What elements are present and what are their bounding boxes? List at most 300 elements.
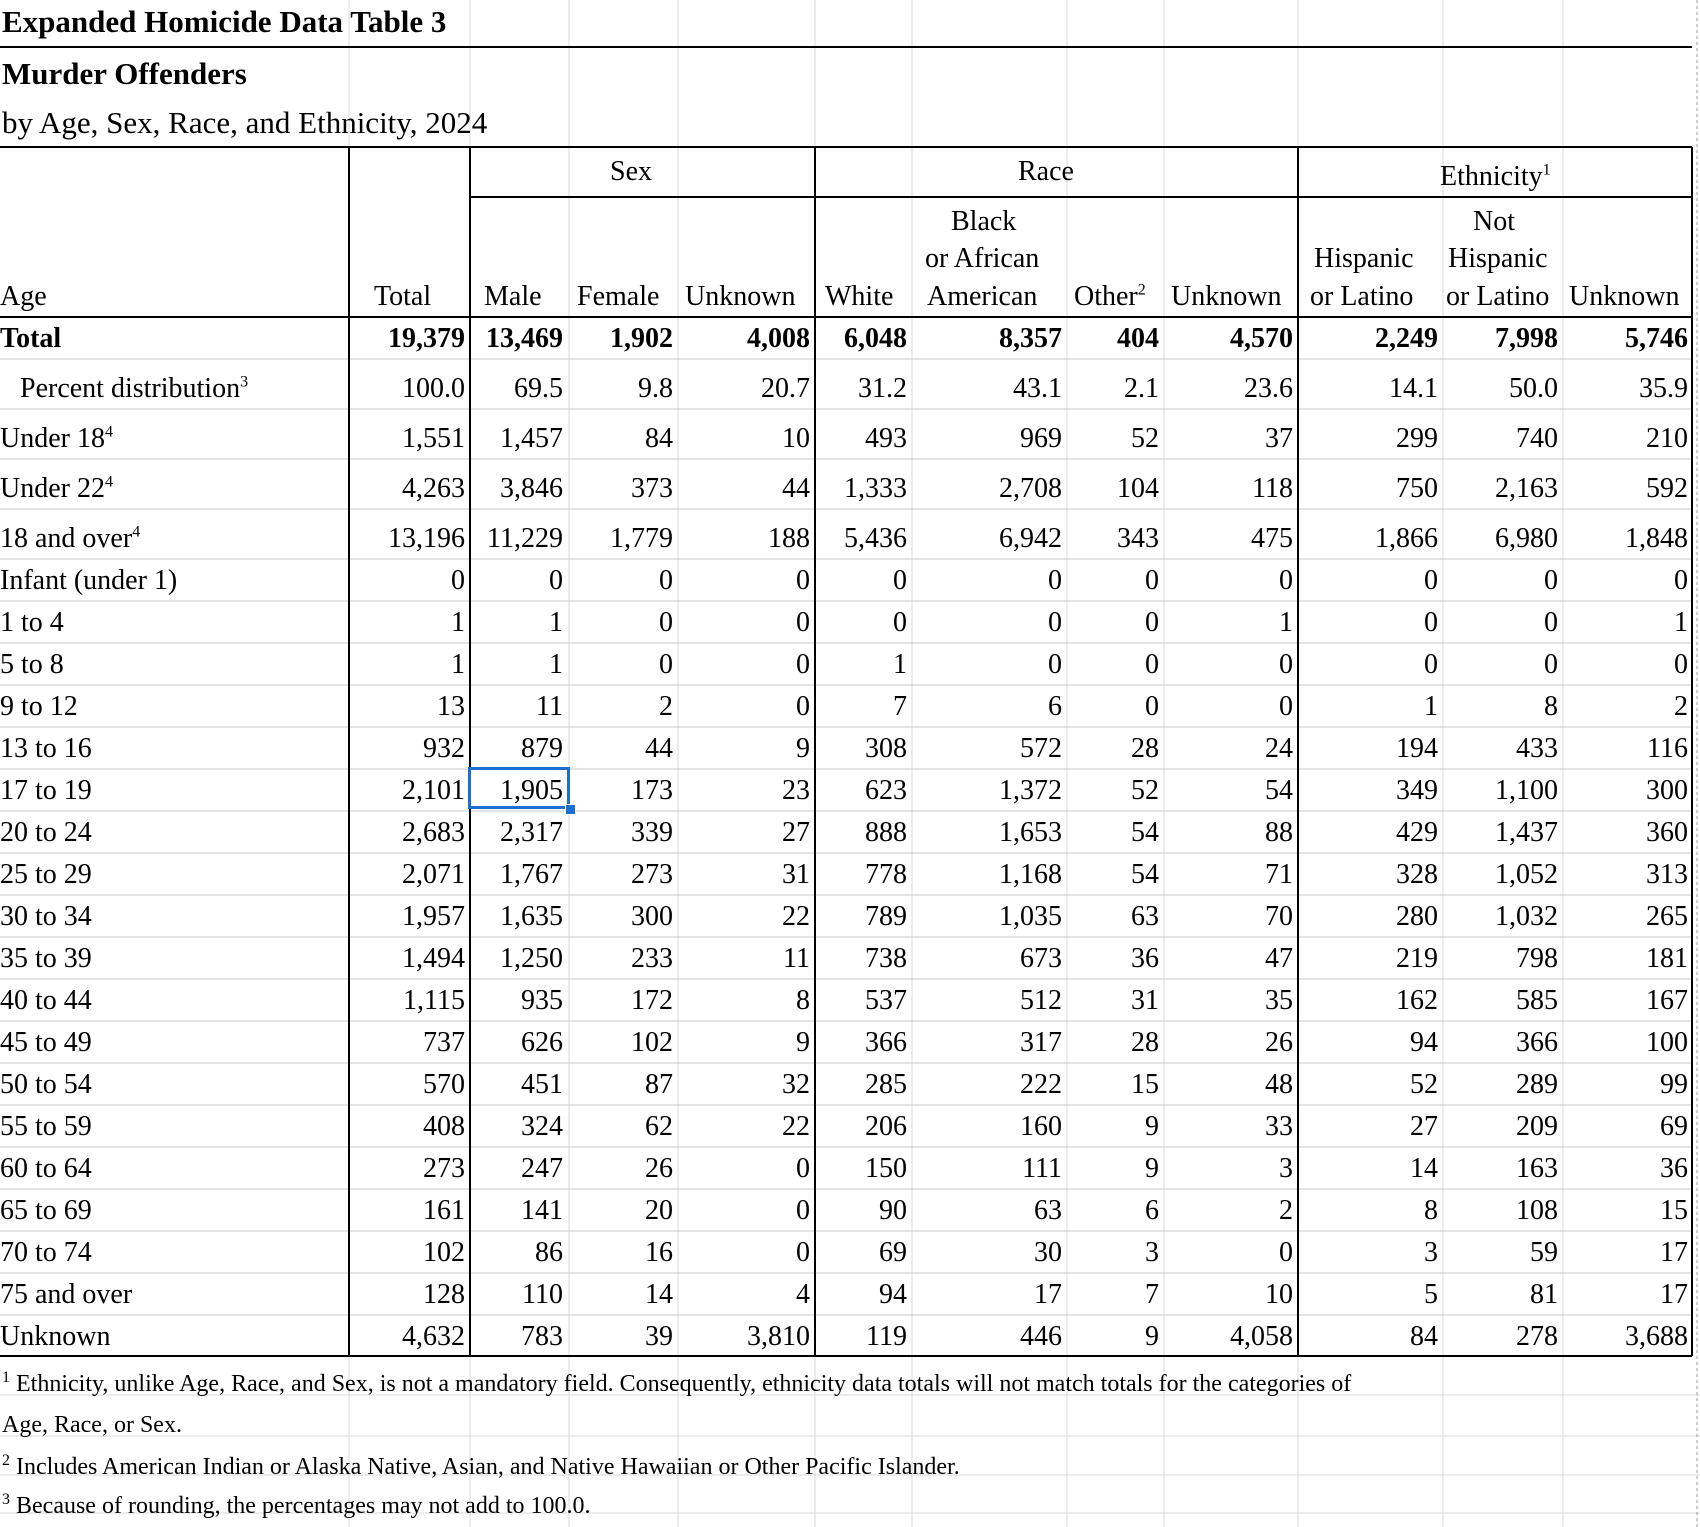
cell-sex-unknown[interactable]: 9	[796, 1027, 810, 1058]
cell-race-unknown[interactable]: 1	[1279, 607, 1293, 638]
cell-race-unknown[interactable]: 0	[1279, 649, 1293, 680]
cell-not-hispanic[interactable]: 209	[1516, 1111, 1558, 1142]
cell-other[interactable]: 0	[1145, 649, 1159, 680]
cell-white[interactable]: 789	[865, 901, 907, 932]
cell-other[interactable]: 9	[1145, 1321, 1159, 1352]
cell-female[interactable]: 1,902	[610, 323, 673, 354]
cell-female[interactable]: 84	[645, 423, 673, 454]
cell-hispanic[interactable]: 349	[1396, 775, 1438, 806]
cell-sex-unknown[interactable]: 22	[782, 1111, 810, 1142]
cell-race-unknown[interactable]: 23.6	[1244, 373, 1293, 404]
cell-male[interactable]: 1,457	[500, 423, 563, 454]
cell-black[interactable]: 1,168	[999, 859, 1062, 890]
cell-black[interactable]: 673	[1020, 943, 1062, 974]
cell-white[interactable]: 1	[893, 649, 907, 680]
cell-black[interactable]: 111	[1022, 1153, 1062, 1184]
cell-not-hispanic[interactable]: 289	[1516, 1069, 1558, 1100]
cell-white[interactable]: 623	[865, 775, 907, 806]
cell-hispanic[interactable]: 52	[1410, 1069, 1438, 1100]
cell-not-hispanic[interactable]: 1,032	[1495, 901, 1558, 932]
cell-race-unknown[interactable]: 4,570	[1230, 323, 1293, 354]
cell-sex-unknown[interactable]: 44	[782, 473, 810, 504]
cell-ethnicity-unknown[interactable]: 1	[1674, 607, 1688, 638]
cell-black[interactable]: 572	[1020, 733, 1062, 764]
cell-black[interactable]: 1,653	[999, 817, 1062, 848]
cell-ethnicity-unknown[interactable]: 17	[1660, 1279, 1688, 1310]
col-header-not-hispanic-l1: Not	[1473, 206, 1515, 237]
cell-not-hispanic[interactable]: 798	[1516, 943, 1558, 974]
row-label[interactable]: 45 to 49	[0, 1027, 92, 1058]
cell-hispanic[interactable]: 0	[1424, 649, 1438, 680]
cell-hispanic[interactable]: 3	[1424, 1237, 1438, 1268]
cell-white[interactable]: 0	[893, 565, 907, 596]
row-label[interactable]: 60 to 64	[0, 1153, 92, 1184]
cell-other[interactable]: 54	[1131, 817, 1159, 848]
cell-female[interactable]: 1,779	[610, 523, 673, 554]
cell-not-hispanic[interactable]: 1,100	[1495, 775, 1558, 806]
cell-female[interactable]: 373	[631, 473, 673, 504]
cell-male[interactable]: 1,767	[500, 859, 563, 890]
cell-not-hispanic[interactable]: 0	[1544, 649, 1558, 680]
cell-black[interactable]: 0	[1048, 649, 1062, 680]
cell-not-hispanic[interactable]: 0	[1544, 565, 1558, 596]
cell-total[interactable]: 1,957	[402, 901, 465, 932]
cell-hispanic[interactable]: 280	[1396, 901, 1438, 932]
cell-black[interactable]: 2,708	[999, 473, 1062, 504]
cell-black[interactable]: 6,942	[999, 523, 1062, 554]
cell-male[interactable]: 451	[521, 1069, 563, 1100]
cell-race-unknown[interactable]: 71	[1265, 859, 1293, 890]
cell-not-hispanic[interactable]: 366	[1516, 1027, 1558, 1058]
cell-male[interactable]: 247	[521, 1153, 563, 1184]
row-label[interactable]: 18 and over$^4$	[0, 523, 141, 554]
cell-female[interactable]: 0	[659, 649, 673, 680]
cell-white[interactable]: 1,333	[844, 473, 907, 504]
cell-ethnicity-unknown[interactable]: 35.9	[1639, 373, 1688, 404]
cell-other[interactable]: 104	[1117, 473, 1159, 504]
cell-white[interactable]: 6,048	[844, 323, 907, 354]
cell-female[interactable]: 300	[631, 901, 673, 932]
cell-ethnicity-unknown[interactable]: 300	[1646, 775, 1688, 806]
cell-female[interactable]: 2	[659, 691, 673, 722]
cell-hispanic[interactable]: 27	[1410, 1111, 1438, 1142]
cell-sex-unknown[interactable]: 0	[796, 607, 810, 638]
cell-ethnicity-unknown[interactable]: 0	[1674, 649, 1688, 680]
cell-hispanic[interactable]: 328	[1396, 859, 1438, 890]
cell-ethnicity-unknown[interactable]: 36	[1660, 1153, 1688, 1184]
cell-hispanic[interactable]: 5	[1424, 1279, 1438, 1310]
cell-race-unknown[interactable]: 0	[1279, 691, 1293, 722]
cell-race-unknown[interactable]: 0	[1279, 565, 1293, 596]
row-label[interactable]: 25 to 29	[0, 859, 92, 890]
cell-ethnicity-unknown[interactable]: 360	[1646, 817, 1688, 848]
row-label[interactable]: 35 to 39	[0, 943, 92, 974]
cell-race-unknown[interactable]: 37	[1265, 423, 1293, 454]
cell-female[interactable]: 102	[631, 1027, 673, 1058]
cell-ethnicity-unknown[interactable]: 1,848	[1625, 523, 1688, 554]
row-label[interactable]: 40 to 44	[0, 985, 92, 1016]
cell-total[interactable]: 4,263	[402, 473, 465, 504]
cell-not-hispanic[interactable]: 0	[1544, 607, 1558, 638]
cell-black[interactable]: 30	[1034, 1237, 1062, 1268]
cell-total[interactable]: 2,101	[402, 775, 465, 806]
cell-ethnicity-unknown[interactable]: 181	[1646, 943, 1688, 974]
cell-total[interactable]: 0	[451, 565, 465, 596]
cell-other[interactable]: 9	[1145, 1111, 1159, 1142]
cell-black[interactable]: 8,357	[999, 323, 1062, 354]
row-label[interactable]: Under $22^4$	[0, 473, 113, 504]
table-subtitle-breakdown: by Age, Sex, Race, and Ethnicity, 2024	[2, 105, 488, 140]
row-label[interactable]: 13 to 16	[0, 733, 92, 764]
cell-ethnicity-unknown[interactable]: 116	[1647, 733, 1688, 764]
cell-other[interactable]: 52	[1131, 423, 1159, 454]
cell-ethnicity-unknown[interactable]: 313	[1646, 859, 1688, 890]
cell-race-unknown[interactable]: 48	[1265, 1069, 1293, 1100]
cell-hispanic[interactable]: 0	[1424, 565, 1438, 596]
cell-female[interactable]: 172	[631, 985, 673, 1016]
row-label[interactable]: 55 to 59	[0, 1111, 92, 1142]
cell-not-hispanic[interactable]: 8	[1544, 691, 1558, 722]
cell-race-unknown[interactable]: 33	[1265, 1111, 1293, 1142]
cell-ethnicity-unknown[interactable]: 167	[1646, 985, 1688, 1016]
cell-ethnicity-unknown[interactable]: 265	[1646, 901, 1688, 932]
cell-sex-unknown[interactable]: 11	[783, 943, 810, 974]
cell-sex-unknown[interactable]: 4,008	[747, 323, 810, 354]
row-label[interactable]: 1 to 4	[0, 607, 64, 638]
cell-female[interactable]: 87	[645, 1069, 673, 1100]
col-header-black-l1: Black	[951, 206, 1017, 237]
cell-race-unknown[interactable]: 0	[1279, 1237, 1293, 1268]
cell-white[interactable]: 150	[865, 1153, 907, 1184]
cell-not-hispanic[interactable]: 433	[1516, 733, 1558, 764]
selected-cell-outline[interactable]	[468, 767, 570, 809]
cell-other[interactable]: 3	[1145, 1237, 1159, 1268]
cell-hispanic[interactable]: 14.1	[1389, 373, 1438, 404]
cell-ethnicity-unknown[interactable]: 592	[1646, 473, 1688, 504]
cell-sex-unknown[interactable]: 27	[782, 817, 810, 848]
cell-hispanic[interactable]: 1	[1424, 691, 1438, 722]
cell-race-unknown[interactable]: 10	[1265, 1279, 1293, 1310]
cell-not-hispanic[interactable]: 59	[1530, 1237, 1558, 1268]
cell-total[interactable]: 737	[423, 1027, 465, 1058]
cell-sex-unknown[interactable]: 0	[796, 691, 810, 722]
cell-race-unknown[interactable]: 4,058	[1230, 1321, 1293, 1352]
cell-black[interactable]: 446	[1020, 1321, 1062, 1352]
cell-female[interactable]: 20	[645, 1195, 673, 1226]
cell-total[interactable]: 1	[451, 607, 465, 638]
cell-sex-unknown[interactable]: 0	[796, 565, 810, 596]
cell-male[interactable]: 13,469	[486, 323, 563, 354]
cell-ethnicity-unknown[interactable]: 210	[1646, 423, 1688, 454]
cell-white[interactable]: 206	[865, 1111, 907, 1142]
cell-not-hispanic[interactable]: 1,052	[1495, 859, 1558, 890]
cell-other[interactable]: 0	[1145, 691, 1159, 722]
cell-sex-unknown[interactable]: 32	[782, 1069, 810, 1100]
cell-total[interactable]: 570	[423, 1069, 465, 1100]
cell-white[interactable]: 94	[879, 1279, 907, 1310]
cell-other[interactable]: 54	[1131, 859, 1159, 890]
cell-race-unknown[interactable]: 70	[1265, 901, 1293, 932]
cell-sex-unknown[interactable]: 0	[796, 1237, 810, 1268]
cell-male[interactable]: 1,905	[500, 775, 563, 806]
cell-ethnicity-unknown[interactable]: 69	[1660, 1111, 1688, 1142]
cell-sex-unknown[interactable]: 20.7	[761, 373, 810, 404]
cell-female[interactable]: 173	[631, 775, 673, 806]
cell-female[interactable]: 9.8	[638, 373, 673, 404]
cell-female[interactable]: 26	[645, 1153, 673, 1184]
row-label[interactable]: Infant (under 1)	[0, 565, 178, 596]
cell-female[interactable]: 0	[659, 565, 673, 596]
cell-hispanic[interactable]: 14	[1410, 1153, 1438, 1184]
cell-race-unknown[interactable]: 24	[1265, 733, 1293, 764]
cell-total[interactable]: 19,379	[388, 323, 465, 354]
cell-not-hispanic[interactable]: 50.0	[1509, 373, 1558, 404]
cell-total[interactable]: 1,115	[403, 985, 465, 1016]
cell-hispanic[interactable]: 299	[1396, 423, 1438, 454]
cell-male[interactable]: 1,250	[500, 943, 563, 974]
cell-white[interactable]: 493	[865, 423, 907, 454]
cell-female[interactable]: 44	[645, 733, 673, 764]
cell-other[interactable]: 9	[1145, 1153, 1159, 1184]
cell-black[interactable]: 0	[1048, 607, 1062, 638]
cell-total[interactable]: 2,071	[402, 859, 465, 890]
cell-not-hispanic[interactable]: 585	[1516, 985, 1558, 1016]
cell-male[interactable]: 11	[536, 691, 563, 722]
cell-male[interactable]: 1,635	[500, 901, 563, 932]
cell-male[interactable]: 2,317	[500, 817, 563, 848]
cell-sex-unknown[interactable]: 8	[796, 985, 810, 1016]
cell-not-hispanic[interactable]: 7,998	[1495, 323, 1558, 354]
row-label[interactable]: 50 to 54	[0, 1069, 92, 1100]
cell-not-hispanic[interactable]: 6,980	[1495, 523, 1558, 554]
cell-total[interactable]: 1,551	[402, 423, 465, 454]
cell-total[interactable]: 2,683	[402, 817, 465, 848]
cell-female[interactable]: 339	[631, 817, 673, 848]
cell-male[interactable]: 110	[522, 1279, 563, 1310]
cell-hispanic[interactable]: 0	[1424, 607, 1438, 638]
row-label[interactable]: 9 to 12	[0, 691, 78, 722]
row-label[interactable]: 20 to 24	[0, 817, 92, 848]
cell-total[interactable]: 408	[423, 1111, 465, 1142]
cell-not-hispanic[interactable]: 81	[1530, 1279, 1558, 1310]
cell-ethnicity-unknown[interactable]: 17	[1660, 1237, 1688, 1268]
cell-male[interactable]: 86	[535, 1237, 563, 1268]
cell-other[interactable]: 404	[1117, 323, 1159, 354]
cell-male[interactable]: 1	[549, 649, 563, 680]
cell-race-unknown[interactable]: 118	[1252, 473, 1293, 504]
row-label[interactable]: 17 to 19	[0, 775, 92, 806]
cell-black[interactable]: 17	[1034, 1279, 1062, 1310]
cell-black[interactable]: 317	[1020, 1027, 1062, 1058]
cell-other[interactable]: 36	[1131, 943, 1159, 974]
row-label[interactable]: Under $18^4$	[0, 423, 113, 454]
cell-male[interactable]: 879	[521, 733, 563, 764]
cell-race-unknown[interactable]: 88	[1265, 817, 1293, 848]
cell-ethnicity-unknown[interactable]: 5,746	[1625, 323, 1688, 354]
cell-female[interactable]: 0	[659, 607, 673, 638]
cell-ethnicity-unknown[interactable]: 99	[1660, 1069, 1688, 1100]
cell-ethnicity-unknown[interactable]: 2	[1674, 691, 1688, 722]
cell-ethnicity-unknown[interactable]: 15	[1660, 1195, 1688, 1226]
cell-white[interactable]: 738	[865, 943, 907, 974]
cell-female[interactable]: 16	[645, 1237, 673, 1268]
cell-female[interactable]: 233	[631, 943, 673, 974]
cell-sex-unknown[interactable]: 0	[796, 1153, 810, 1184]
cell-hispanic[interactable]: 429	[1396, 817, 1438, 848]
cell-white[interactable]: 31.2	[858, 373, 907, 404]
cell-ethnicity-unknown[interactable]: 3,688	[1625, 1321, 1688, 1352]
cell-other[interactable]: 52	[1131, 775, 1159, 806]
cell-other[interactable]: 28	[1131, 1027, 1159, 1058]
row-label[interactable]: 5 to 8	[0, 649, 64, 680]
cell-hispanic[interactable]: 194	[1396, 733, 1438, 764]
fill-handle[interactable]	[565, 804, 576, 815]
cell-sex-unknown[interactable]: 0	[796, 649, 810, 680]
row-label[interactable]: Percent distribution$^3$	[20, 373, 249, 404]
cell-white[interactable]: 366	[865, 1027, 907, 1058]
cell-sex-unknown[interactable]: 23	[782, 775, 810, 806]
cell-male[interactable]: 0	[549, 565, 563, 596]
cell-not-hispanic[interactable]: 1,437	[1495, 817, 1558, 848]
cell-black[interactable]: 222	[1020, 1069, 1062, 1100]
cell-white[interactable]: 7	[893, 691, 907, 722]
cell-race-unknown[interactable]: 35	[1265, 985, 1293, 1016]
cell-other[interactable]: 2.1	[1124, 373, 1159, 404]
cell-black[interactable]: 43.1	[1013, 373, 1062, 404]
cell-hispanic[interactable]: 8	[1424, 1195, 1438, 1226]
cell-female[interactable]: 62	[645, 1111, 673, 1142]
cell-other[interactable]: 0	[1145, 607, 1159, 638]
cell-total[interactable]: 4,632	[402, 1321, 465, 1352]
cell-race-unknown[interactable]: 47	[1265, 943, 1293, 974]
cell-male[interactable]: 935	[521, 985, 563, 1016]
row-label[interactable]: 65 to 69	[0, 1195, 92, 1226]
cell-total[interactable]: 161	[423, 1195, 465, 1226]
cell-other[interactable]: 31	[1131, 985, 1159, 1016]
cell-race-unknown[interactable]: 3	[1279, 1153, 1293, 1184]
cell-race-unknown[interactable]: 2	[1279, 1195, 1293, 1226]
col-header-ethnicity-unknown: Unknown	[1569, 281, 1680, 312]
row-label[interactable]: Total	[0, 323, 62, 354]
row-label[interactable]: 70 to 74	[0, 1237, 92, 1268]
cell-black[interactable]: 969	[1020, 423, 1062, 454]
cell-female[interactable]: 14	[645, 1279, 673, 1310]
cell-other[interactable]: 343	[1117, 523, 1159, 554]
cell-white[interactable]: 888	[865, 817, 907, 848]
cell-male[interactable]: 626	[521, 1027, 563, 1058]
cell-total[interactable]: 932	[423, 733, 465, 764]
cell-sex-unknown[interactable]: 22	[782, 901, 810, 932]
cell-male[interactable]: 324	[521, 1111, 563, 1142]
cell-male[interactable]: 1	[549, 607, 563, 638]
row-label[interactable]: Unknown	[0, 1321, 111, 1352]
cell-hispanic[interactable]: 1,866	[1375, 523, 1438, 554]
cell-white[interactable]: 69	[879, 1237, 907, 1268]
cell-male[interactable]: 141	[521, 1195, 563, 1226]
cell-white[interactable]: 778	[865, 859, 907, 890]
cell-hispanic[interactable]: 750	[1396, 473, 1438, 504]
cell-not-hispanic[interactable]: 163	[1516, 1153, 1558, 1184]
col-header-black-l2: or African	[925, 243, 1040, 274]
cell-sex-unknown[interactable]: 188	[768, 523, 810, 554]
cell-white[interactable]: 5,436	[844, 523, 907, 554]
cell-ethnicity-unknown[interactable]: 100	[1646, 1027, 1688, 1058]
cell-other[interactable]: 0	[1145, 565, 1159, 596]
cell-black[interactable]: 160	[1020, 1111, 1062, 1142]
cell-male[interactable]: 783	[521, 1321, 563, 1352]
cell-male[interactable]: 69.5	[514, 373, 563, 404]
cell-sex-unknown[interactable]: 0	[796, 1195, 810, 1226]
cell-black[interactable]: 63	[1034, 1195, 1062, 1226]
cell-not-hispanic[interactable]: 740	[1516, 423, 1558, 454]
col-header-total: Total	[374, 281, 432, 312]
cell-other[interactable]: 6	[1145, 1195, 1159, 1226]
cell-sex-unknown[interactable]: 31	[782, 859, 810, 890]
cell-white[interactable]: 90	[879, 1195, 907, 1226]
cell-black[interactable]: 512	[1020, 985, 1062, 1016]
col-header-hispanic-l1: Hispanic	[1314, 243, 1414, 274]
cell-white[interactable]: 308	[865, 733, 907, 764]
cell-white[interactable]: 537	[865, 985, 907, 1016]
cell-hispanic[interactable]: 84	[1410, 1321, 1438, 1352]
cell-ethnicity-unknown[interactable]: 0	[1674, 565, 1688, 596]
cell-sex-unknown[interactable]: 3,810	[747, 1321, 810, 1352]
cell-black[interactable]: 0	[1048, 565, 1062, 596]
cell-total[interactable]: 100.0	[402, 373, 465, 404]
cell-white[interactable]: 119	[866, 1321, 907, 1352]
row-label[interactable]: 75 and over	[0, 1279, 133, 1310]
cell-male[interactable]: 11,229	[487, 523, 563, 554]
cell-sex-unknown[interactable]: 9	[796, 733, 810, 764]
cell-female[interactable]: 39	[645, 1321, 673, 1352]
cell-black[interactable]: 6	[1048, 691, 1062, 722]
cell-hispanic[interactable]: 2,249	[1375, 323, 1438, 354]
cell-other[interactable]: 63	[1131, 901, 1159, 932]
cell-black[interactable]: 1,035	[999, 901, 1062, 932]
row-label[interactable]: 30 to 34	[0, 901, 92, 932]
cell-white[interactable]: 0	[893, 607, 907, 638]
col-header-not-hispanic-l2: Hispanic	[1448, 243, 1548, 274]
cell-total[interactable]: 1,494	[402, 943, 465, 974]
cell-sex-unknown[interactable]: 10	[782, 423, 810, 454]
cell-not-hispanic[interactable]: 2,163	[1495, 473, 1558, 504]
cell-male[interactable]: 3,846	[500, 473, 563, 504]
cell-other[interactable]: 15	[1131, 1069, 1159, 1100]
cell-race-unknown[interactable]: 26	[1265, 1027, 1293, 1058]
cell-sex-unknown[interactable]: 4	[796, 1279, 810, 1310]
table-title: Expanded Homicide Data Table 3	[2, 4, 447, 39]
cell-black[interactable]: 1,372	[999, 775, 1062, 806]
cell-hispanic[interactable]: 162	[1396, 985, 1438, 1016]
cell-other[interactable]: 28	[1131, 733, 1159, 764]
cell-hispanic[interactable]: 94	[1410, 1027, 1438, 1058]
cell-white[interactable]: 285	[865, 1069, 907, 1100]
cell-not-hispanic[interactable]: 278	[1516, 1321, 1558, 1352]
cell-total[interactable]: 13,196	[388, 523, 465, 554]
cell-female[interactable]: 273	[631, 859, 673, 890]
cell-race-unknown[interactable]: 54	[1265, 775, 1293, 806]
cell-not-hispanic[interactable]: 108	[1516, 1195, 1558, 1226]
cell-total[interactable]: 128	[423, 1279, 465, 1310]
cell-total[interactable]: 13	[437, 691, 465, 722]
cell-total[interactable]: 1	[451, 649, 465, 680]
cell-total[interactable]: 273	[423, 1153, 465, 1184]
cell-other[interactable]: 7	[1145, 1279, 1159, 1310]
col-header-female: Female	[577, 281, 660, 312]
cell-race-unknown[interactable]: 475	[1251, 523, 1293, 554]
cell-total[interactable]: 102	[423, 1237, 465, 1268]
cell-hispanic[interactable]: 219	[1396, 943, 1438, 974]
